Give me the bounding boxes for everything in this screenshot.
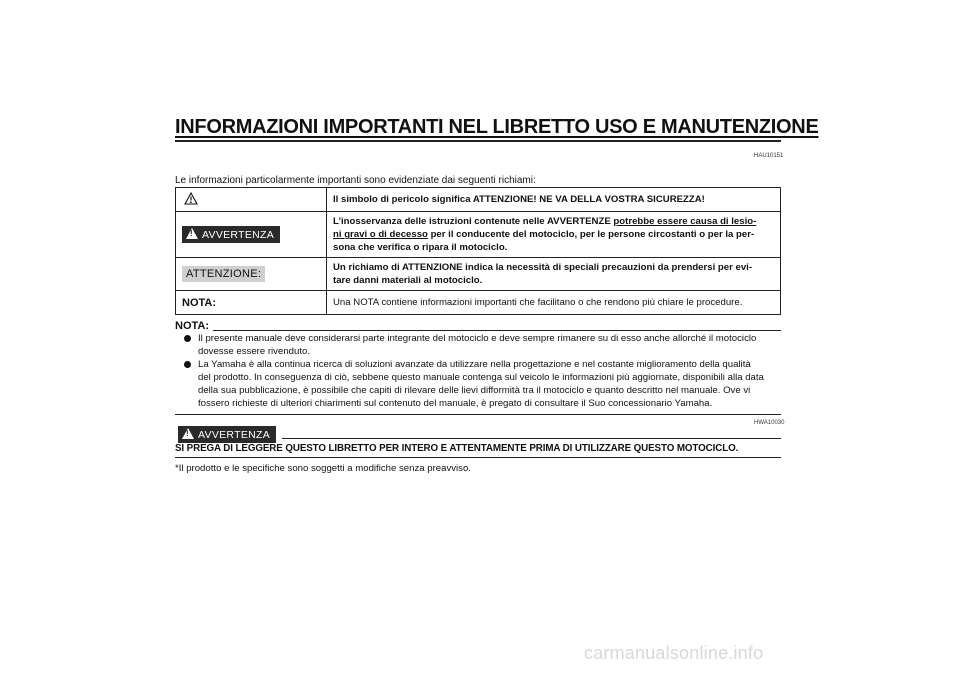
legend-warning-text — [327, 212, 781, 258]
warning-triangle-icon — [182, 428, 194, 439]
warning-code: HWA10030 — [754, 420, 785, 426]
avvertenza-badge — [178, 426, 276, 443]
bullet-icon — [184, 335, 191, 342]
avvertenza-badge-label: AVVERTENZA — [202, 229, 275, 241]
warning-rule-bottom — [175, 457, 781, 458]
note-bullet-list — [184, 332, 781, 410]
warning-rule-top — [282, 438, 781, 439]
legend-warning-line-text: L’inosservanza delle istruzioni contenute nelle AVVERTENZE potrebbe essere causa di lesio- — [333, 216, 757, 227]
legend-row-warning — [176, 212, 781, 258]
watermark: carmanualsonline.info — [584, 643, 764, 663]
bullet-line: Il presente manuale deve considerarsi parte integrante del motociclo e deve sempre rimanere su di esso anche allorché il motociclo — [198, 333, 757, 344]
note-heading: NOTA: — [175, 320, 210, 332]
legend-attention-line: tare danni materiali al motociclo. — [333, 275, 483, 286]
legend-table — [175, 187, 781, 315]
attenzione-badge: ATTENZIONE: — [182, 266, 265, 282]
legend-symbol-cell — [176, 188, 327, 212]
page-title: INFORMAZIONI IMPORTANTI NEL LIBRETTO USO E MANUTENZIONE — [175, 116, 819, 138]
legend-row-attention — [176, 258, 781, 291]
warning-text: SI PREGA DI LEGGERE QUESTO LIBRETTO PER INTERO E ATTENTAMENTE PRIMA DI UTILIZZARE QUESTO MOTOCICLO. — [175, 443, 739, 454]
legend-attention-line: Un richiamo di ATTENZIONE indica la necessità di speciali precauzioni da prendersi per evi- — [333, 262, 753, 273]
avvertenza-badge-label: AVVERTENZA — [198, 429, 271, 441]
footnote: *Il prodotto e le specifiche sono soggetti a modifiche senza preavviso. — [175, 463, 471, 474]
legend-warning-line: ni gravi o di decesso per il conducente del motociclo, per le persone circostanti o per la per- — [333, 229, 755, 240]
nota-label: NOTA: — [182, 296, 217, 309]
intro-text: Le informazioni particolarmente importanti sono evidenziate dai seguenti richiami: — [175, 175, 536, 186]
bullet-icon — [184, 361, 191, 368]
legend-row-symbol — [176, 188, 781, 212]
legend-warning-line — [333, 215, 774, 228]
avvertenza-badge — [182, 226, 280, 243]
warning-triangle-icon — [184, 192, 198, 205]
document-code: HAU10151 — [754, 153, 784, 159]
legend-warning-cell — [176, 212, 327, 258]
bullet-line: dovesse essere rivenduto. — [198, 346, 310, 357]
warning-triangle-icon — [186, 228, 198, 239]
legend-note-cell — [176, 291, 327, 315]
legend-warning-line: sona che verifica o ripara il motociclo. — [333, 242, 508, 253]
bullet-line: fossero richieste di ulteriori chiarimenti sul contenuto del manuale, è pregato di consultare il Suo concessionario Yamaha. — [198, 398, 713, 409]
bullet-line: La Yamaha è alla continua ricerca di soluzioni avanzate da utilizzare nella progettazione e nel costante miglioramento della qualità — [198, 359, 751, 370]
bullet-line: della sua pubblicazione, è possibile che capiti di rilevare delle lievi difformità tra il motociclo e quanto descritto nel manuale. Ove vi — [198, 385, 751, 396]
legend-symbol-text: Il simbolo di pericolo significa ATTENZIONE! NE VA DELLA VOSTRA SICUREZZA! — [327, 188, 781, 212]
list-item — [184, 358, 781, 410]
list-item — [184, 332, 781, 358]
legend-note-text: Una NOTA contiene informazioni importanti che facilitano o che rendono più chiare le procedure. — [327, 291, 781, 315]
note-rule-top — [213, 330, 781, 331]
bullet-line: del prodotto. In conseguenza di ciò, sebbene questo manuale contenga sul veicolo le informazioni più aggiornate, disponibili alla data — [198, 372, 764, 383]
warning-badge-block — [178, 425, 276, 443]
legend-attention-text — [327, 258, 781, 291]
note-rule-bottom — [175, 414, 781, 415]
title-rule — [175, 140, 781, 142]
legend-row-note — [176, 291, 781, 315]
legend-attention-cell — [176, 258, 327, 291]
